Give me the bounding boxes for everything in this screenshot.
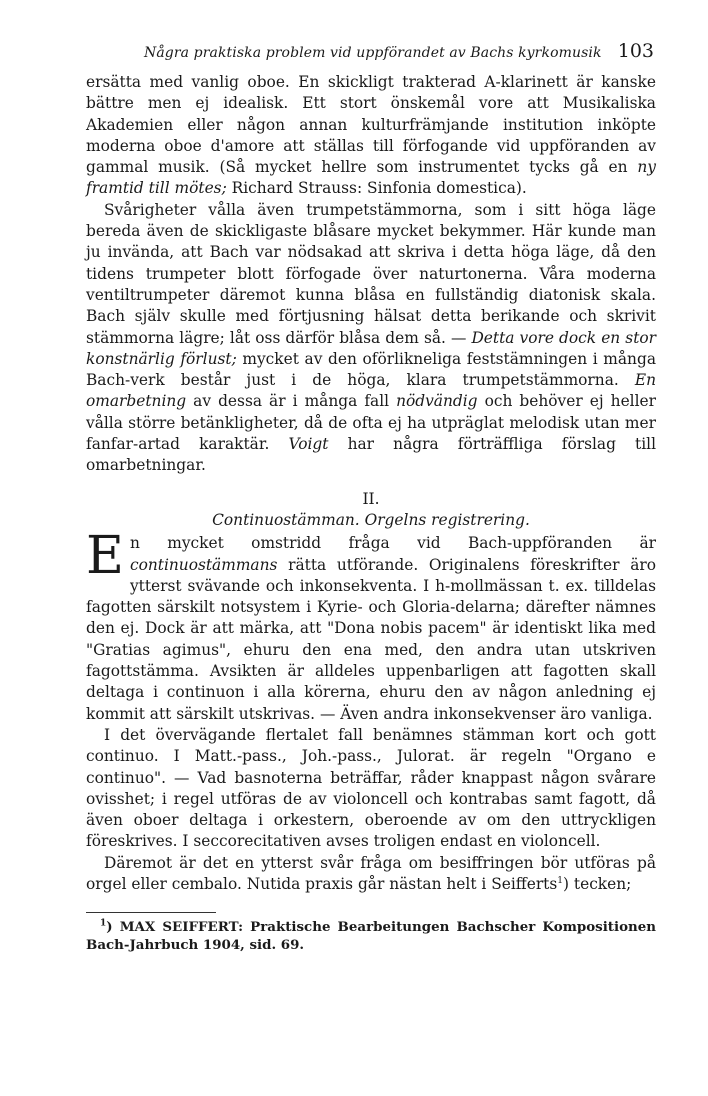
paragraph-figured-bass: Däremot är det en ytterst svår fråga om besiffringen bör utföras på orgel eller cembalo. Nutida praxis går nästan helt i Seifferts$^1$) tecken; [86, 853, 656, 893]
italic-phrase: nödvändig [396, 392, 478, 411]
italic-phrase: continuostämmans [129, 555, 278, 574]
page-number: 103 [617, 40, 654, 62]
footnote [86, 918, 656, 954]
section-title: Continuostämman. Orgelns registrering. [212, 510, 530, 529]
drop-cap: E [86, 526, 124, 587]
paragraph-continuo-naming: I det övervägande flertalet fall benämnes stämman kort och gott continuo. I Matt.-pass., Joh.-pass., Julorat. är regeln "Organo e continuo". — Vad basnoterna beträffar, råder knappast någon svårare ovisshet; i regel utföras de av violoncell och kontrabas samt fagott, då även oboer deltaga i orkestern, oberoende av om den uttryckligen föreskrives. I seccorecitativen avses troligen endast en violoncell. [86, 725, 656, 851]
footnote-marker: 1 [100, 918, 107, 929]
paragraph-continuo: En mycket omstridd fråga vid Bach-uppföranden är continuostämmans rätta utförande. Originalens föreskrifter äro ytterst svävande och inkonsekventa. I h-mollmässan t. ex. tilldelas fagotten särskilt notsystem i Kyrie- och Gloria-delarna; därefter nämnes den ej. Dock är att märka, att "Dona nobis pacem" är identiskt lika med "Gratias agimus", ehuru den ena med, den andra utan utskriven fagottstämma. Avsikten är alldeles uppenbarligen att fagotten skall deltaga i continuon i alla körerna, ehuru den av någon anledning ej kommit att särskilt utskrivas. — Även andra inkonsekvenser äro vanliga. [86, 526, 656, 723]
section-number: II. [362, 489, 380, 508]
italic-phrase: Detta vore dock en stor konstnärlig förlust; [86, 328, 656, 368]
footnote-text: ) MAX SEIFFERT: Praktische Bearbeitungen Bachscher Kompositionen Bach-Jahrbuch 1904, sid. 69. [86, 919, 656, 953]
paragraph-oboe: ersätta med vanlig oboe. En skickligt trakterad A-klarinett är kanske bättre men ej idealisk. Ett stort önskemål vore att Musikaliska Akademien eller någon annan kulturfrämjande institution inköpte moderna oboe d'amore att ställas till förfogande vid uppföranden av gammal musik. (Så mycket hellre som instrumentet tycks gå en ny framtid till mötes; Richard Strauss: Sinfonia domestica). [86, 73, 656, 198]
italic-name: Voigt [288, 435, 329, 454]
footnote-ref: 1 [557, 875, 563, 886]
paragraph-trumpet: Svårigheter vålla även trumpetstämmorna, som i sitt höga läge bereda även de skickligaste blåsare mycket bekymmer. Här kunde man ju invända, att Bach var nödsakad att skriva i detta höga läge, då den tidens trumpeter blott förfogade över naturtonerna. Våra moderna ventiltrumpeter däremot kunna blåsa en fullständig diatonisk skala. Bach själv skulle med förtjusning hälsat detta berikande och skrivit stämmorna lägre; låt oss därför blåsa dem så. — Detta vore dock en stor konstnärlig förlust; mycket av den oförlikneliga feststämningen i många Bach-verk består just i de höga, klara trumpetstämmorna. En omarbetning av dessa är i många fall nödvändig och behöver ej heller vålla större betänkligheter, då de ofta ej ha utpräglat melodisk utan mer fanfar-artad karaktär. Voigt har några förträffliga förslag till omarbetningar. [86, 200, 657, 475]
body-text [86, 72, 656, 895]
running-head: Några praktiska problem vid uppförandet av Bachs kyrkomusik [144, 45, 602, 61]
page-header [86, 38, 654, 68]
italic-phrase: En omarbetning [86, 371, 656, 411]
footnote-divider [86, 912, 216, 913]
italic-phrase: ny framtid till mötes; [86, 158, 656, 198]
